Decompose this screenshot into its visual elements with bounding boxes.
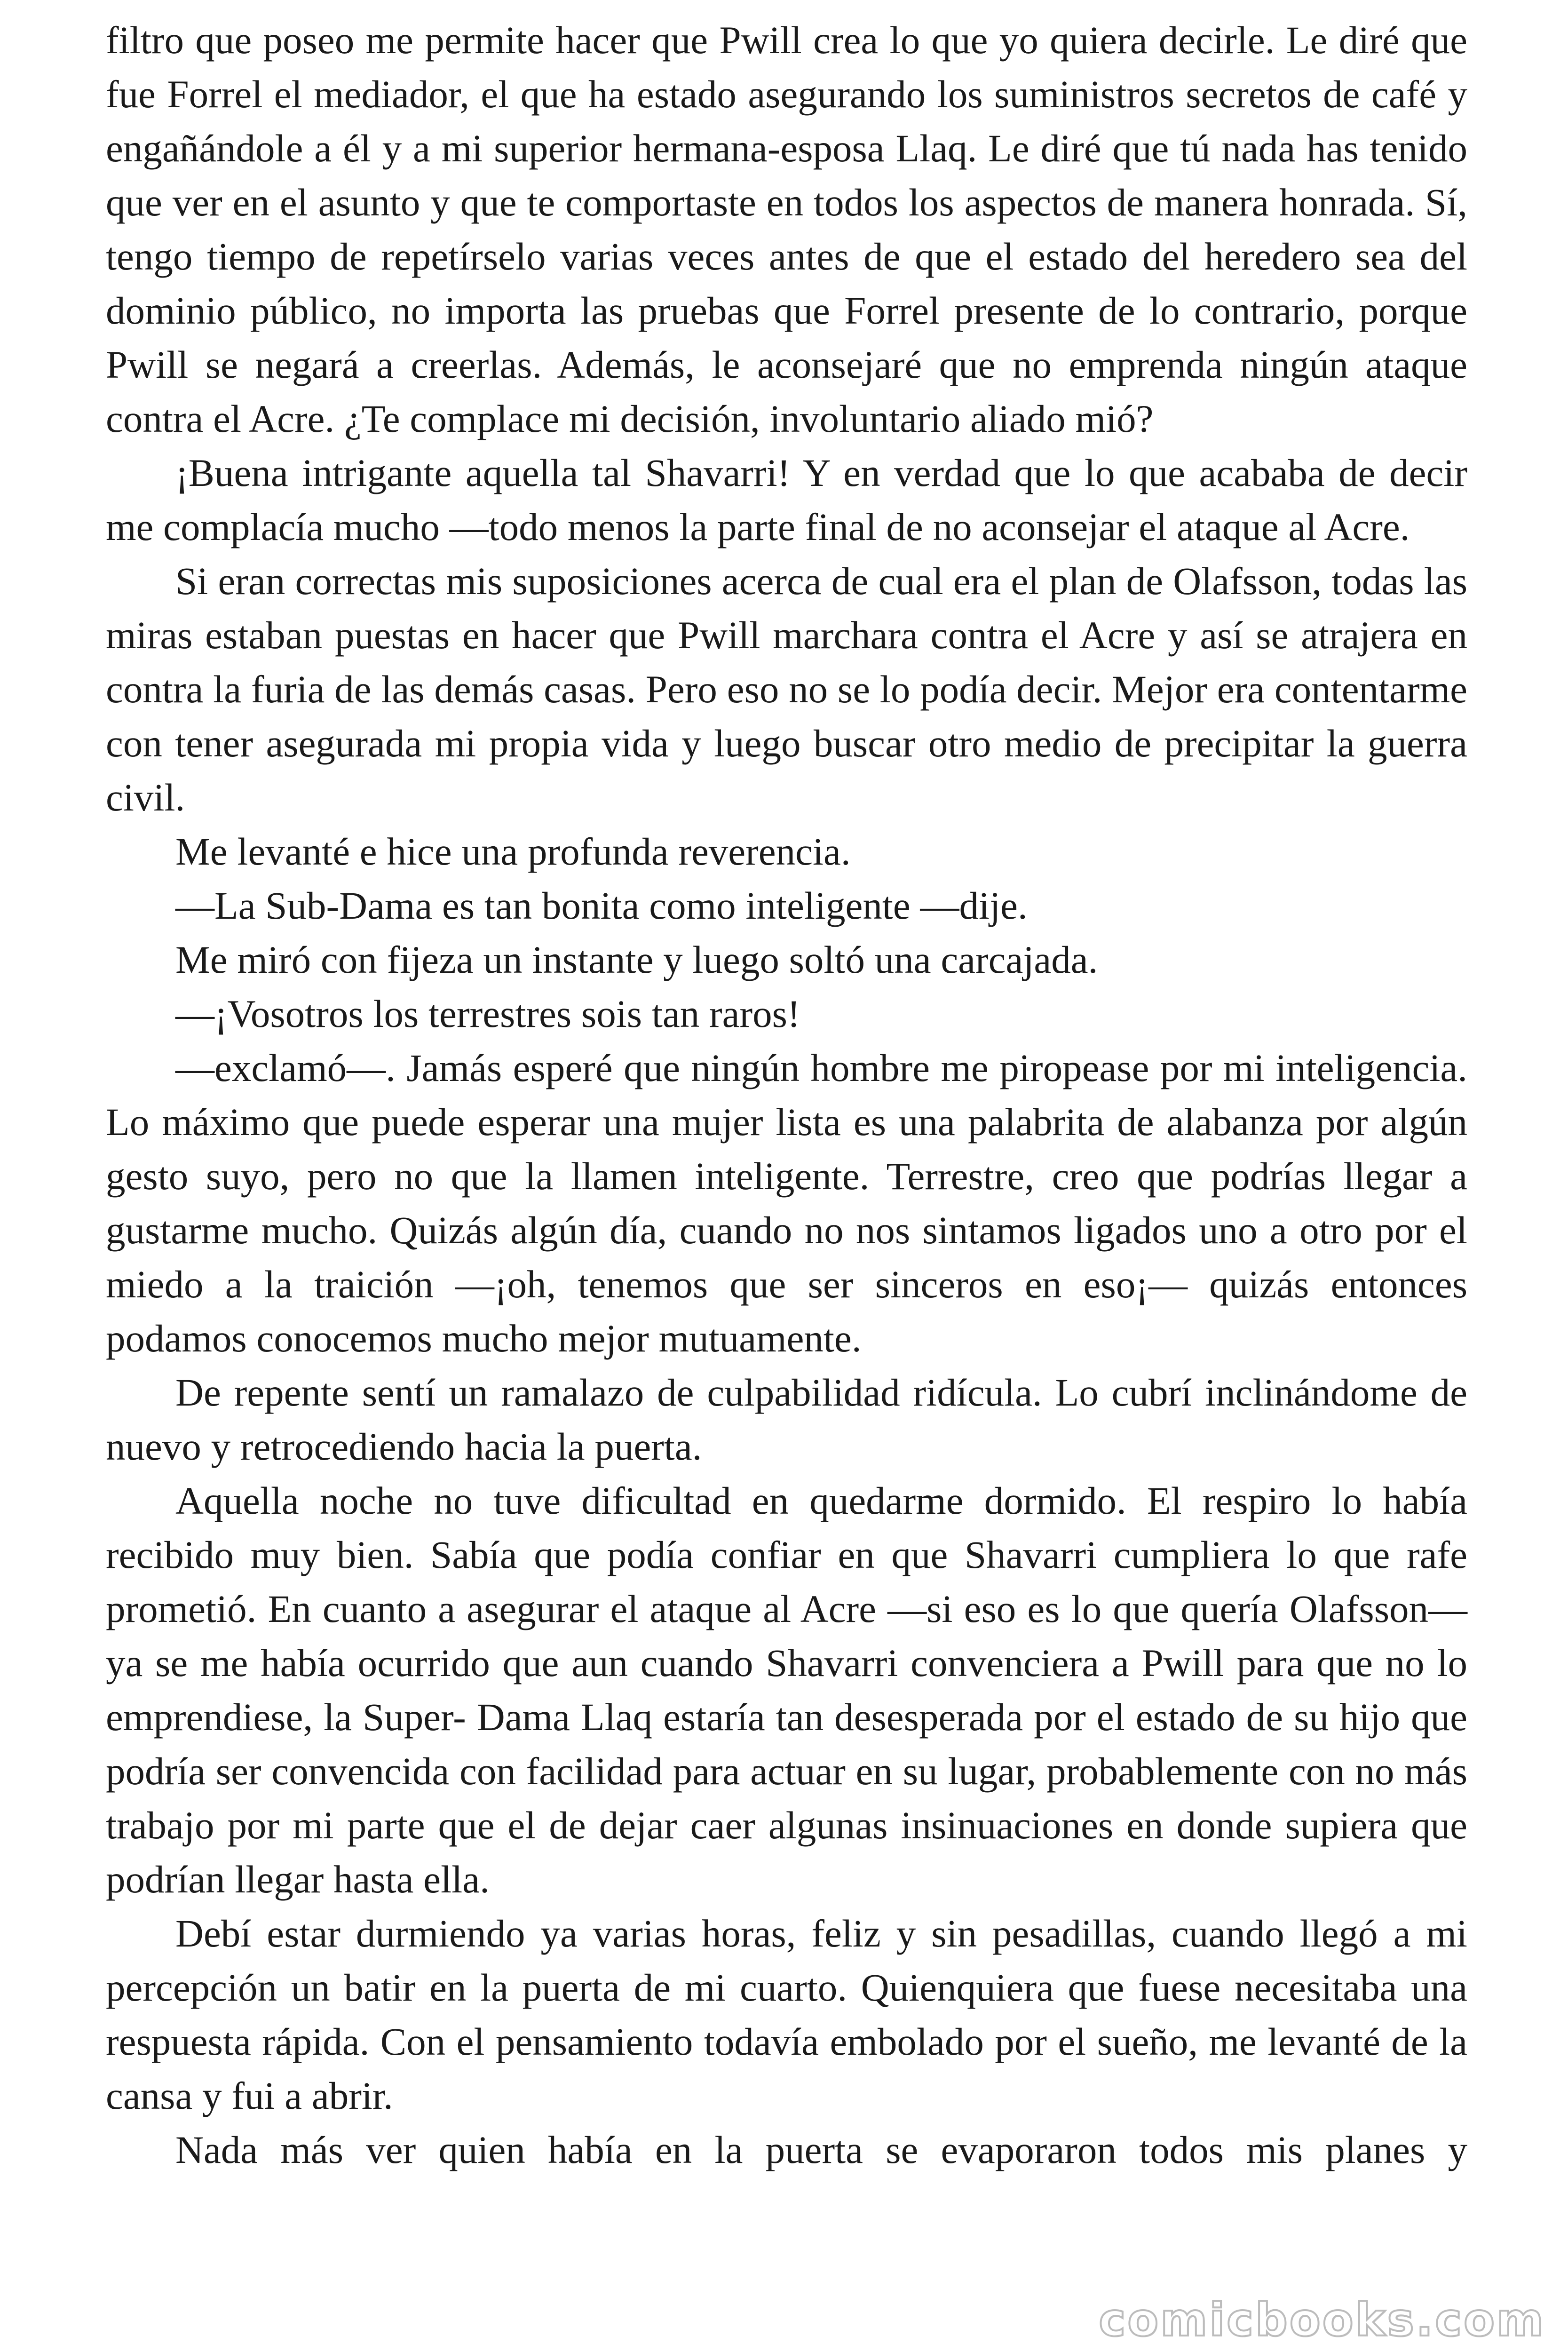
watermark: comicbooks.com (1099, 2294, 1545, 2346)
paragraph: —La Sub-Dama es tan bonita como inteligente —dije. (175, 884, 1028, 927)
paragraph: —¡Vosotros los terrestres sois tan raros! (175, 992, 800, 1035)
paragraph: —exclamó—. Jamás esperé que ningún hombre me piropease por mi inteligencia. Lo máximo que puede esperar una mujer lista es una palabrita de alabanza por algún gesto suyo, pero no que la llamen inteligente. Terrestre, creo que podrías llegar a gustarme mucho. Quizás algún día, cuando no nos sintamos ligados uno a otro por el miedo a la traición —¡oh, tenemos que ser sinceros en eso¡— quizás entonces podamos conocemos mucho mejor mutuamente. (106, 1046, 1467, 1360)
paragraph: ¡Buena intrigante aquella tal Shavarri! Y en verdad que lo que acababa de decir me complacía mucho —todo menos la parte final de no aconsejar el ataque al Acre. (106, 451, 1467, 548)
paragraph: Nada más ver quien había en la puerta se evaporaron todos mis planes y (175, 2128, 1467, 2171)
paragraph: De repente sentí un ramalazo de culpabilidad ridícula. Lo cubrí inclinándome de nuevo y retrocediendo hacia la puerta. (106, 1371, 1467, 1468)
paragraph: Me miró con fijeza un instante y luego soltó una carcajada. (175, 938, 1098, 981)
paragraph: Me levanté e hice una profunda reverencia. (175, 830, 851, 873)
paragraph: Aquella noche no tuve dificultad en quedarme dormido. El respiro lo había recibido muy bien. Sabía que podía confiar en que Shavarri cumpliera lo que rafe prometió. En cuanto a asegurar el ataque al Acre —si eso es lo que quería Olafsson—ya se me había ocurrido que aun cuando Shavarri convenciera a Pwill para que no lo emprendiese, la Super- Dama Llaq estaría tan desesperada por el estado de su hijo que podría ser convencida con facilidad para actuar en su lugar, probablemente con no más trabajo por mi parte que el de dejar caer algunas insinuaciones en donde supiera que podrían llegar hasta ella. (106, 1479, 1467, 1901)
paragraph: filtro que poseo me permite hacer que Pwill crea lo que yo quiera decirle. Le diré que fue Forrel el mediador, el que ha estado asegurando los suministros secretos de café y engañándole a él y a mi superior hermana-esposa Llaq. Le diré que tú nada has tenido que ver en el asunto y que te comportaste en todos los aspectos de manera honrada. Sí, tengo tiempo de repetírselo varias veces antes de que el estado del heredero sea del dominio público, no importa las pruebas que Forrel presente de lo contrario, porque Pwill se negará a creerlas. Además, le aconsejaré que no emprenda ningún ataque contra el Acre. ¿Te complace mi decisión, involuntario aliado mió? (106, 18, 1467, 440)
page-body (106, 13, 1467, 2177)
paragraph: Si eran correctas mis suposiciones acerca de cual era el plan de Olafsson, todas las miras estaban puestas en hacer que Pwill marchara contra el Acre y así se atrajera en contra la furia de las demás casas. Pero eso no se lo podía decir. Mejor era contentarme con tener asegurada mi propia vida y luego buscar otro medio de precipitar la guerra civil. (106, 559, 1467, 819)
paragraph: Debí estar durmiendo ya varias horas, feliz y sin pesadillas, cuando llegó a mi percepción un batir en la puerta de mi cuarto. Quienquiera que fuese necesitaba una respuesta rápida. Con el pensamiento todavía embolado por el sueño, me levanté de la cansa y fui a abrir. (106, 1912, 1467, 2117)
